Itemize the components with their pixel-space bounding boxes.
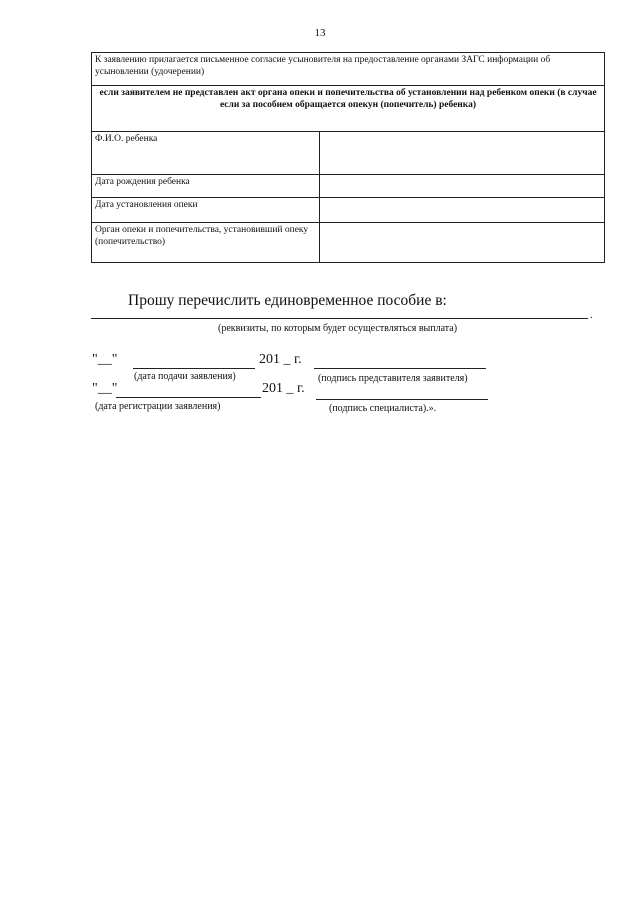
child-guardianship-table — [91, 52, 605, 263]
year-text: 201 _ г. — [259, 352, 302, 367]
payment-details-line[interactable] — [91, 318, 588, 319]
specialist-signature-caption: (подпись специалиста).». — [329, 403, 437, 414]
date-quote-marks: "__" — [92, 352, 118, 367]
table-row — [92, 223, 605, 263]
page-number: 13 — [314, 27, 326, 39]
registration-date-caption: (дата регистрации заявления) — [95, 401, 221, 412]
table-row — [92, 175, 605, 198]
guardianship-authority-field[interactable] — [320, 223, 605, 263]
representative-signature-caption: (подпись представителя заявителя) — [318, 373, 468, 384]
row-label-guardianship-date: Дата установления опеки — [92, 198, 320, 223]
child-name-field[interactable] — [320, 132, 605, 175]
request-text: Прошу перечислить единовременное пособие в: — [128, 292, 447, 309]
date-quote-marks: "__" — [92, 381, 118, 396]
guardianship-date-field[interactable] — [320, 198, 605, 223]
specialist-signature-line[interactable] — [316, 399, 488, 400]
representative-signature-line[interactable] — [314, 368, 486, 369]
table-row — [92, 198, 605, 223]
section-heading: если заявителем не представлен акт органа опеки и попечительства об установлении над ребенком опеки (в случае если за пособием обращается опекун (попечитель) ребенка) — [92, 86, 605, 132]
trailing-dot: . — [590, 310, 593, 321]
consent-note: К заявлению прилагается письменное согласие усыновителя на предоставление органами ЗАГС информации об усыновлении (удочерении) — [92, 53, 605, 86]
registration-date-line[interactable] — [116, 397, 261, 398]
year-text: 201 _ г. — [262, 381, 305, 396]
row-label-child-name: Ф.И.О. ребенка — [92, 132, 320, 175]
row-label-birth-date: Дата рождения ребенка — [92, 175, 320, 198]
submission-date-caption: (дата подачи заявления) — [134, 371, 236, 382]
row-label-guardianship-authority: Орган опеки и попечительства, установивший опеку (попечительство) — [92, 223, 320, 263]
submission-date-line[interactable] — [133, 368, 255, 369]
payment-details-caption: (реквизиты, по которым будет осуществляться выплата) — [218, 323, 458, 334]
birth-date-field[interactable] — [320, 175, 605, 198]
table-row — [92, 132, 605, 175]
